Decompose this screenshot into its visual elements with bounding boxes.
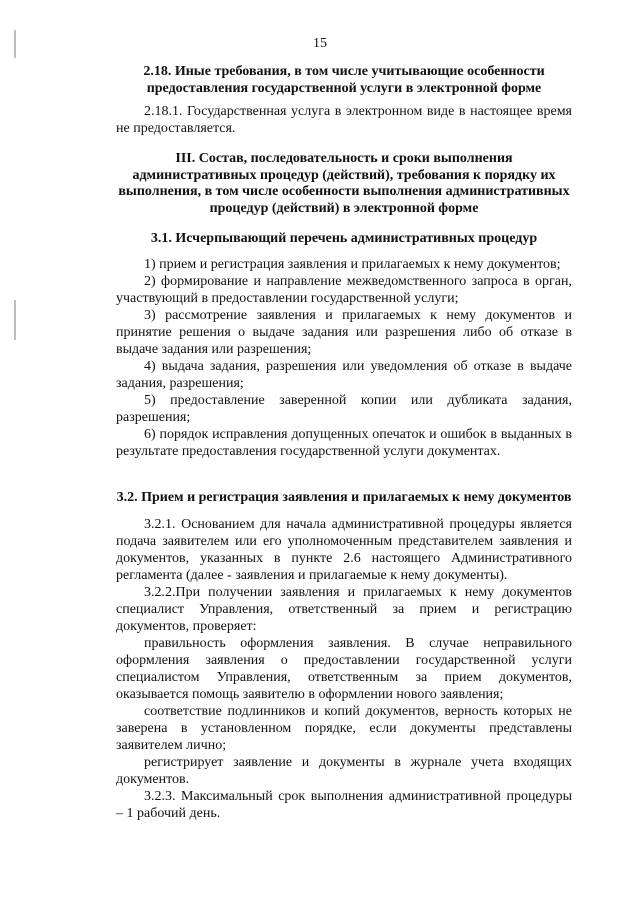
scan-edge-mark: [14, 300, 16, 340]
list-item: 2) формирование и направление межведомственного запроса в орган, участвующий в предоставлении государственной услуги;: [116, 273, 572, 306]
section-heading-3-2: 3.2. Прием и регистрация заявления и прилагаемых к нему документов: [116, 489, 572, 505]
paragraph: соответствие подлинников и копий документов, верность которых не заверена в установленном порядке, если документы представлены заявителем лично;: [116, 704, 572, 753]
section-heading-iii: III. Состав, последовательность и сроки выполнения административных процедур (действий), требования к порядку их выполнения, в том числе особенности выполнения административных процедур (действий) в электронной форме: [118, 151, 570, 216]
list-item: 5) предоставление заверенной копии или дубликата задания, разрешения;: [116, 392, 572, 425]
section-heading-3-1: 3.1. Исчерпывающий перечень административных процедур: [150, 231, 538, 246]
paragraph: регистрирует заявление и документы в журнале учета входящих документов.: [116, 755, 572, 787]
paragraph: правильность оформления заявления. В случае неправильного оформления заявления о предоставлении государственной услуги специалистом Управления, ответственным за прием документов, оказывается помощь заявителю в оформлении нового заявления;: [116, 636, 572, 702]
list-item: 4) выдача задания, разрешения или уведомления об отказе в выдаче задания, разрешения;: [116, 358, 572, 391]
list-item: 6) порядок исправления допущенных опечаток и ошибок в выданных в результате предоставления государственной услуги документах.: [116, 426, 572, 459]
paragraph: 2.18.1. Государственная услуга в электронном виде в настоящее время не предоставляется.: [116, 104, 572, 136]
paragraph: 3.2.1. Основанием для начала административной процедуры является подача заявителем или его уполномоченным представителем заявления и документов, указанных в пункте 2.6 настоящего Административного регламента (далее - заявления и прилагаемые к нему документы).: [116, 517, 572, 583]
list-item: 3) рассмотрение заявления и прилагаемых к нему документов и принятие решения о выдаче задания или разрешения либо об отказе в выдаче задания или разрешения;: [116, 307, 572, 357]
paragraph: 3.2.3. Максимальный срок выполнения административной процедуры – 1 рабочий день.: [116, 789, 572, 821]
page-number: 15: [313, 36, 327, 51]
paragraph: 3.2.2.При получении заявления и прилагаемых к нему документов специалист Управления, ответственный за прием и регистрацию документов, проверяет:: [116, 585, 572, 634]
document-body: [116, 64, 572, 822]
list-item: 1) прием и регистрация заявления и прилагаемых к нему документов;: [144, 256, 561, 272]
section-heading-2-18: 2.18. Иные требования, в том числе учитывающие особенности предоставления государственной услуги в электронной форме: [143, 64, 545, 96]
